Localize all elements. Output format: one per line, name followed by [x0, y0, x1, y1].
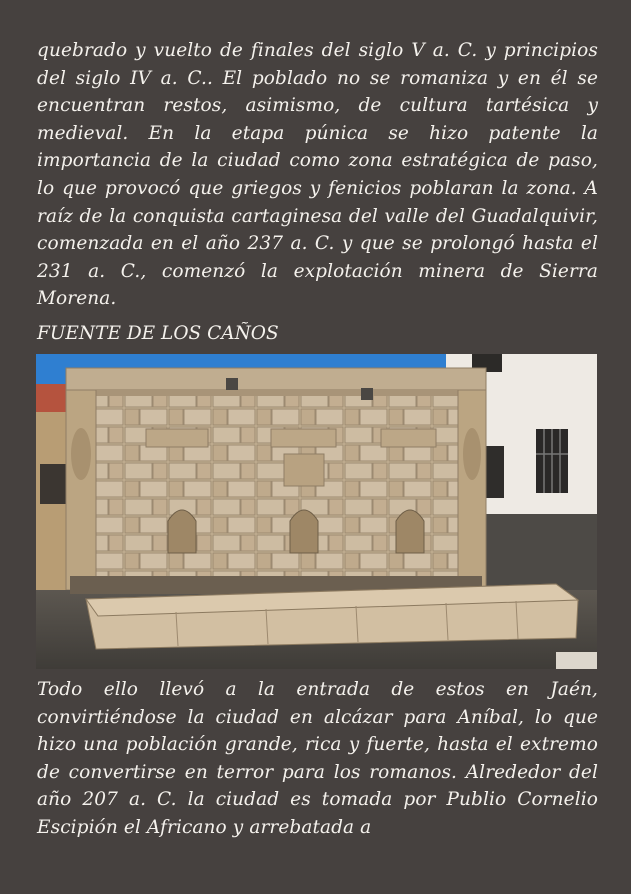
- fountain-photo: [36, 354, 597, 669]
- paragraph-bottom: Todo ello llevó a la entrada de estos en Jaén, convirtiéndose la ciudad en alcázar para Aníbal, lo que hizo una población grande, rica y fuerte, hasta el extremo de convertirse en terror para los romanos. Alrededor del año 207 a. C. la ciudad es tomada por Publio Cornelio Escipión el Africano y arrebatada a: [37, 679, 598, 838]
- spout-mask-left: [168, 510, 196, 553]
- spout-mask-right: [396, 510, 424, 553]
- left-caryatid: [66, 390, 96, 590]
- paragraph-top: quebrado y vuelto de finales del siglo V a. C. y principios del siglo IV a. C.. El poblado no se romaniza y en él se encuentran restos, asimismo, de cultura tartésica y medieval. En la etapa púnica se hizo patente la importancia de la ciudad como zona estratégica de paso, lo que provocó que griegos y fenicios poblaran la zona. A raíz de la conquista cartaginesa del valle del Guadalquivir, comenzada en el año 237 a. C. y que se prolongó hasta el 231 a. C., comenzó la explotación minera de Sierra Morena.: [37, 40, 598, 310]
- section-heading: FUENTE DE LOS CAÑOS: [37, 323, 279, 344]
- spout-mask-center: [290, 510, 318, 553]
- right-caryatid: [458, 390, 486, 590]
